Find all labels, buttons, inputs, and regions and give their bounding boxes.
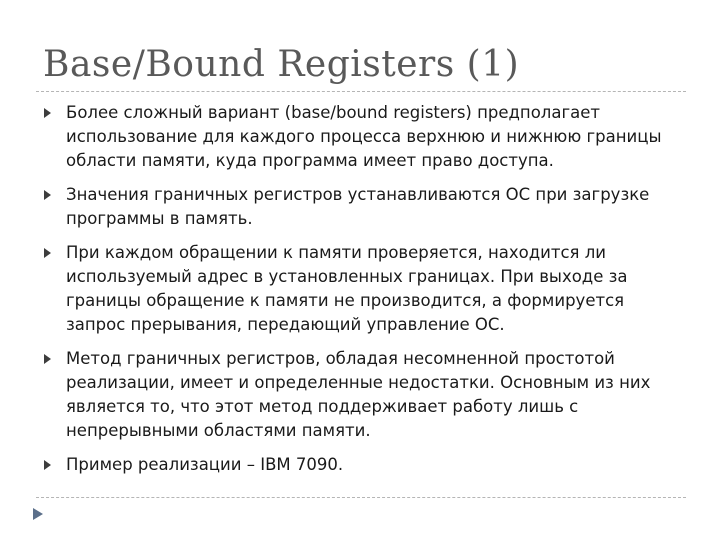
triangle-right-icon <box>44 354 51 364</box>
slide-title: Base/Bound Registers (1) <box>43 44 520 85</box>
bullet-text: При каждом обращении к памяти проверяется, находится ли используемый адрес в установленных границах. При выходе за границы обращение к памяти не производится, а формируется запрос прерывания, передающий управление ОС. <box>66 243 628 334</box>
bullet-list <box>44 101 684 487</box>
triangle-right-icon <box>44 248 51 258</box>
footer-divider <box>36 497 686 498</box>
bullet-text: Более сложный вариант (base/bound registers) предполагает использование для каждого процесса верхнюю и нижнюю границы области памяти, куда программа имеет право доступа. <box>66 103 662 170</box>
triangle-right-icon <box>44 190 51 200</box>
bullet-text: Пример реализации – IBM 7090. <box>66 455 344 474</box>
bullet-item <box>44 101 684 173</box>
slide-nav-arrow-icon[interactable] <box>30 506 46 522</box>
bullet-item <box>44 453 684 477</box>
triangle-right-icon <box>44 460 51 470</box>
bullet-item <box>44 183 684 231</box>
bullet-text: Метод граничных регистров, обладая несомненной простотой реализации, имеет и определенные недостатки. Основным из них является то, что этот метод поддерживает работу лишь с непрерывными областями памяти. <box>66 349 651 440</box>
triangle-right-icon <box>44 108 51 118</box>
bullet-item <box>44 347 684 443</box>
bullet-item <box>44 241 684 337</box>
bullet-text: Значения граничных регистров устанавливаются ОС при загрузке программы в память. <box>66 185 650 228</box>
title-divider <box>36 91 686 92</box>
